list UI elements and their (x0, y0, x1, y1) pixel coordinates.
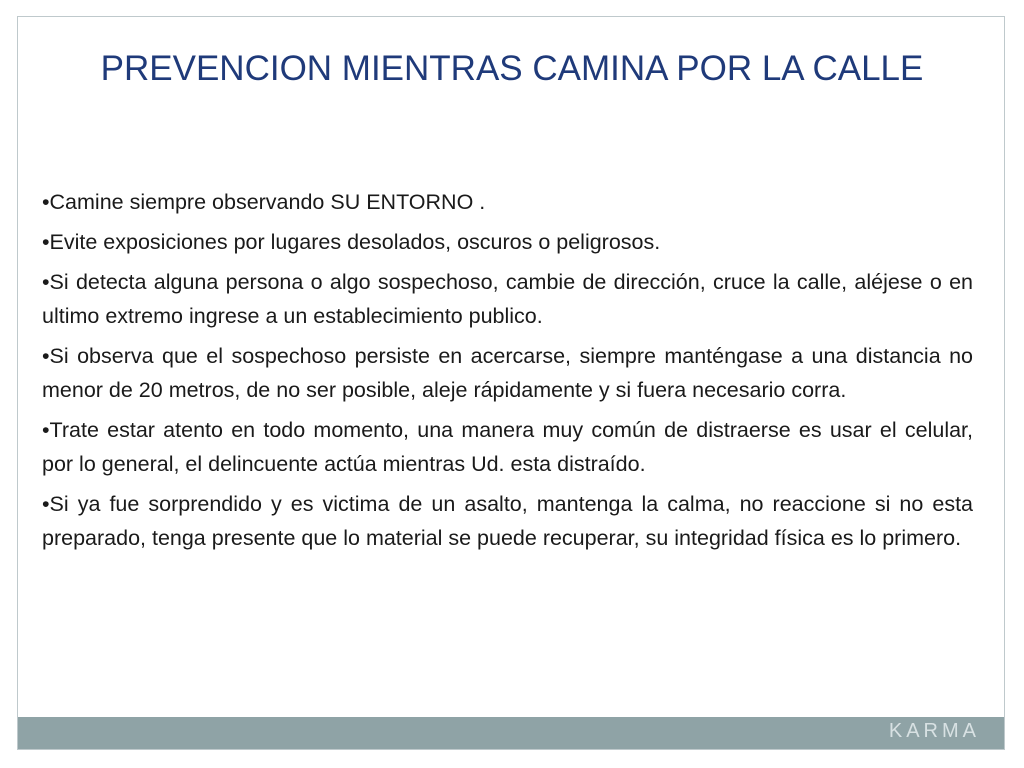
brand-logo-text: KARMA (888, 720, 980, 742)
bullet-item: •Trate estar atento en todo momento, una manera muy común de distraerse es usar el celular, por lo general, el delincuente actúa mientras Ud. esta distraído. (42, 418, 973, 476)
slide-title: PREVENCION MIENTRAS CAMINA POR LA CALLE (100, 49, 924, 88)
bullet-item: •Camine siempre observando SU ENTORNO . (42, 190, 486, 214)
bullet-item: •Si detecta alguna persona o algo sospechoso, cambie de dirección, cruce la calle, aléjese o en ultimo extremo ingrese a un establecimiento publico. (42, 270, 973, 328)
bullet-list (42, 185, 973, 561)
bullet-item: •Si observa que el sospechoso persiste en acercarse, siempre manténgase a una distancia no menor de 20 metros, de no ser posible, aleje rápidamente y si fuera necesario corra. (42, 344, 973, 402)
bullet-item: •Si ya fue sorprendido y es victima de un asalto, mantenga la calma, no reaccione si no esta preparado, tenga presente que lo material se puede recuperar, su integridad física es lo primero. (42, 492, 973, 550)
bullet-item: •Evite exposiciones por lugares desolados, oscuros o peligrosos. (42, 230, 661, 254)
footer-bar (18, 717, 1004, 749)
